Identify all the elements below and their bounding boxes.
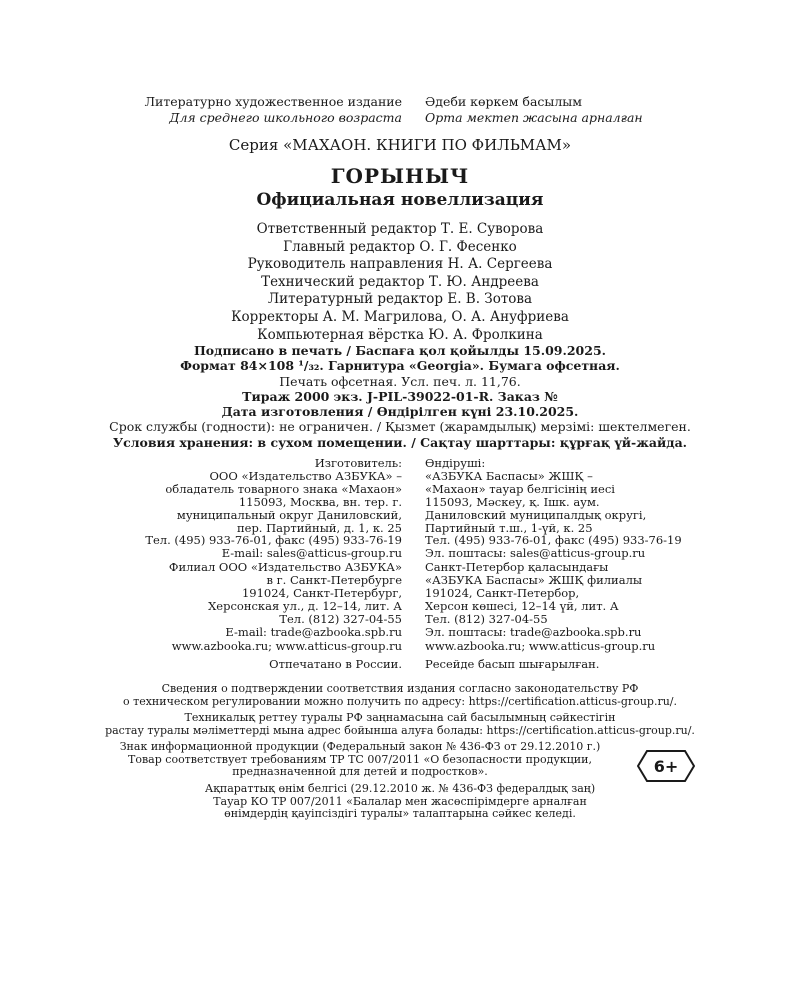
printed-in-ru: Отпечатано в России. — [269, 657, 402, 671]
branch-email: E-mail: trade@azbooka.spb.ru — [225, 624, 402, 639]
certification-kz — [0, 712, 800, 737]
manufacturer-line: ООО «Издательство АЗБУКА» – — [209, 468, 402, 483]
manufacturer-line: «АЗБУКА Баспасы» ЖШҚ – — [425, 468, 593, 483]
branch-line: Тел. (812) 327-04-55 — [279, 611, 402, 626]
age-rating-text: 6+ — [653, 757, 679, 776]
certification-line: Техникалық реттеу туралы РФ заңнамасына сай басылымның сәйкестігін — [184, 711, 616, 724]
branch-line: 191024, Санкт-Петербург, — [241, 585, 402, 600]
editor-line: Литературный редактор Е. В. Зотова — [267, 291, 533, 308]
branch-ru — [100, 561, 402, 638]
manufacturer-ru — [100, 457, 402, 560]
manufacturer-line: Тел. (495) 933-76-01, факс (495) 933-76-19 — [145, 533, 402, 548]
certification-line: Сведения о подтверждении соответствия издания согласно законодательству РФ — [161, 682, 639, 695]
editor-line: Ответственный редактор Т. Е. Суворова — [256, 221, 544, 237]
book-subtitle: Официальная новеллизация — [256, 190, 544, 210]
edition-type-line: Литературно художественное издание — [144, 94, 402, 109]
branch-kz — [425, 561, 745, 638]
branch-email: Эл. поштасы: trade@azbooka.spb.ru — [425, 624, 642, 639]
pub-line: Условия хранения: в сухом помещении. / Сақтау шарттары: құрғақ үй-жайда. — [112, 434, 688, 450]
info-sign-line: өнімдердің қауіпсіздігі туралы» талаптарына сәйкес келеді. — [224, 807, 576, 820]
pub-line: Подписано в печать / Баспаға қол қойылды 15.09.2025. — [194, 343, 606, 358]
pub-line: Тираж 2000 экз. J-PIL-39022-01-R. Заказ № — [242, 388, 558, 404]
edition-type-ru — [60, 94, 402, 126]
manufacturer-line: «Махаон» тауар белгісінің иесі — [425, 481, 615, 496]
manufacturer-line: 115093, Мәскеу, қ. Ішк. аум. — [425, 494, 600, 509]
branch-line: Санкт-Петербор қаласындағы — [425, 560, 609, 574]
certification-line: о техническом регулировании можно получить по адресу: https://certification.atticus-group.ru/. — [122, 694, 677, 708]
websites-ru: www.azbooka.ru; www.atticus-group.ru — [171, 639, 402, 653]
manufacturer-line: пер. Партийный, д. 1, к. 25 — [236, 520, 402, 535]
book-title: ГОРЫНЫЧ — [330, 164, 470, 188]
manufacturer-line: муниципальный округ Даниловский, — [176, 507, 402, 522]
publication-details — [0, 343, 800, 450]
editorial-staff — [0, 221, 800, 344]
hexagon-icon — [637, 750, 695, 782]
branch-line: 191024, Санкт-Петербор, — [425, 585, 580, 600]
info-sign-line: Товар соответствует требованиям ТР ТС 007/2011 «О безопасности продукции, — [128, 752, 592, 766]
manufacturer-line: Партийный т.ш., 1-үй, к. 25 — [425, 520, 593, 535]
info-sign-ru — [90, 741, 630, 779]
branch-line: Филиал ООО «Издательство АЗБУКА» — [168, 560, 402, 574]
info-sign-line: предназначенной для детей и подростков». — [232, 765, 488, 778]
info-sign-line: Тауар КО ТР 007/2011 «Балалар мен жасөспірімдерге арналған — [213, 794, 587, 808]
certification-ru — [0, 683, 800, 708]
age-rating-badge — [637, 750, 695, 782]
editor-line: Технический редактор Т. Ю. Андреева — [261, 273, 539, 290]
manufacturer-line: 115093, Москва, вн. тер. г. — [238, 494, 402, 509]
manufacturer-line: Тел. (495) 933-76-01, факс (495) 933-76-19 — [425, 533, 682, 548]
printed-in-kz: Ресейде басып шығарылған. — [425, 657, 600, 671]
editor-line: Главный редактор О. Г. Фесенко — [283, 238, 517, 255]
branch-line: «АЗБУКА Баспасы» ЖШҚ филиалы — [425, 572, 643, 587]
edition-type-line: Әдеби көркем басылым — [425, 94, 582, 109]
manufacturer-line: обладатель товарного знака «Махаон» — [165, 481, 402, 496]
info-sign-line: Знак информационной продукции (Федеральный закон № 436-ФЗ от 29.12.2010 г.) — [119, 740, 601, 753]
pub-line: Печать офсетная. Усл. печ. л. 11,76. — [279, 373, 521, 389]
pub-line: Формат 84×108 ¹/₃₂. Гарнитура «Georgia». Бумага офсетная. — [180, 358, 620, 374]
manufacturer-email: E-mail: sales@atticus-group.ru — [221, 546, 402, 561]
pub-line: Дата изготовления / Өндірілген күні 23.10.2025. — [221, 404, 579, 420]
edition-type-kz — [425, 94, 755, 126]
editor-line: Руководитель направления Н. А. Сергеева — [247, 256, 553, 273]
manufacturer-email: Эл. поштасы: sales@atticus-group.ru — [425, 546, 646, 561]
branch-line: в г. Санкт-Петербурге — [266, 572, 402, 587]
info-sign-kz — [0, 783, 800, 821]
branch-line: Херсон көшесі, 12–14 үй, лит. А — [425, 598, 619, 613]
branch-line: Тел. (812) 327-04-55 — [425, 611, 548, 626]
certification-line: растау туралы мәліметтерді мына адрес бойынша алуға болады: https://certification.atticus-group.ru/. — [105, 723, 695, 737]
editor-line: Корректоры А. М. Магрилова, О. А. Ануфриева — [231, 308, 569, 325]
pub-line: Срок службы (годности): не ограничен. / Қызмет (жарамдылық) мерзімі: шектелмеген. — [109, 419, 691, 435]
age-audience-line: Для среднего школьного возраста — [169, 110, 402, 125]
editor-line: Компьютерная вёрстка Ю. А. Фролкина — [257, 326, 543, 343]
websites-kz: www.azbooka.ru; www.atticus-group.ru — [425, 639, 656, 653]
manufacturer-line: Изготовитель: — [314, 456, 402, 470]
manufacturer-line: Даниловский муниципалдық округі, — [425, 507, 647, 522]
series-line: Серия «МАХАОН. КНИГИ ПО ФИЛЬМАМ» — [228, 136, 572, 154]
age-audience-line: Орта мектеп жасына арналған — [425, 110, 643, 125]
branch-line: Херсонская ул., д. 12–14, лит. А — [208, 598, 402, 613]
manufacturer-line: Өндіруші: — [425, 456, 486, 470]
info-sign-line: Ақпараттық өнім белгісі (29.12.2010 ж. № 436-ФЗ федералдық заң) — [204, 782, 596, 795]
manufacturer-kz — [425, 457, 745, 560]
